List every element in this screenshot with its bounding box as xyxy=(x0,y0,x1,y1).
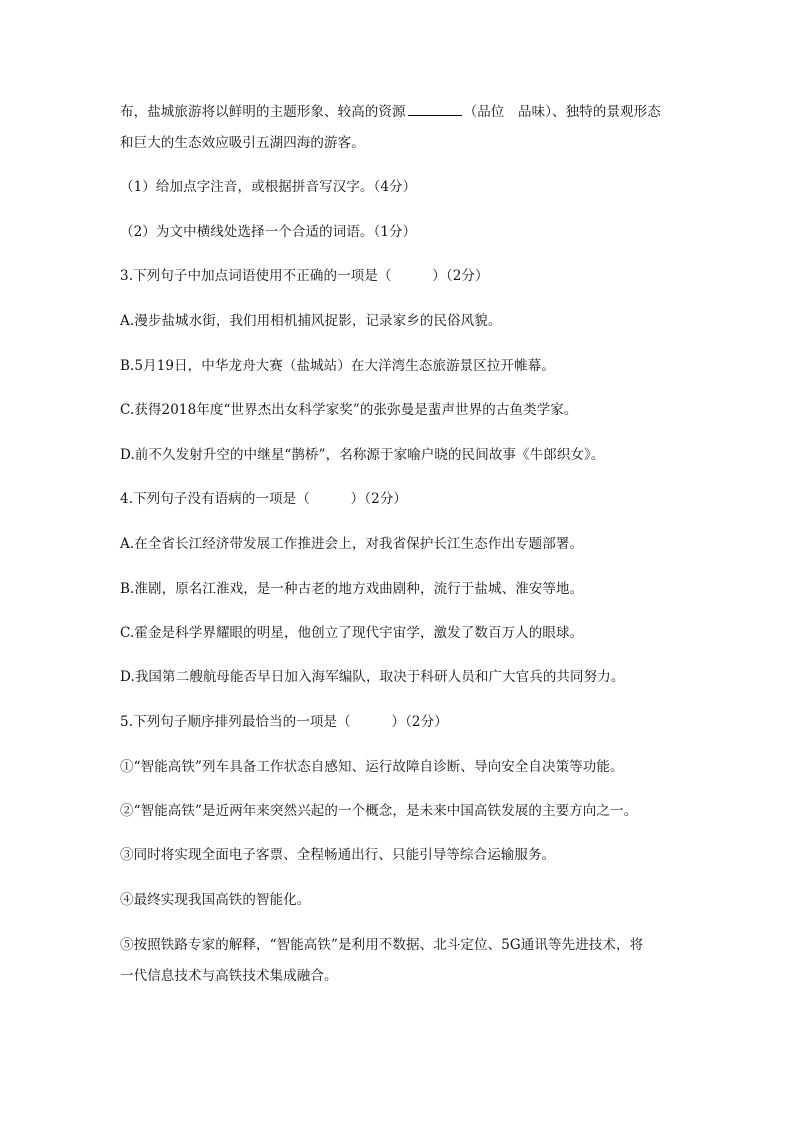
q5-stem: 5.下列句子顺序排列最恰当的一项是（ ）（2分） xyxy=(120,714,448,730)
q3-option-d: D.前不久发射升空的中继星“鹊桥”，名称源于家喻户晓的民间故事《牛郎织女》。 xyxy=(120,447,605,463)
passage-text-after-blank: （品位 品味）、独特的景观形态 xyxy=(463,104,661,120)
q4-option-d: D.我国第二艘航母能否早日加入海军编队，取决于科研人员和广大官兵的共同努力。 xyxy=(120,669,625,685)
q3-option-a: A.漫步盐城水街，我们用相机捕风捉影，记录家乡的民俗风貌。 xyxy=(120,313,502,329)
q3-stem: 3.下列句子中加点词语使用不正确的一项是（ ）（2分） xyxy=(120,268,489,284)
q2-sub1: （1）给加点字注音，或根据拼音写汉字。（4分） xyxy=(120,179,417,195)
passage-line-1 xyxy=(120,103,690,121)
q5-sentence-5-line-2: 一代信息技术与高铁技术集成融合。 xyxy=(120,968,338,984)
q5-sentence-3: ③同时将实现全面电子客票、全程畅通出行、只能引导等综合运输服务。 xyxy=(120,847,556,863)
q2-sub2: （2）为文中横线处选择一个合适的词语。（1分） xyxy=(120,224,417,240)
q4-option-c: C.霍金是科学界耀眼的明星，他创立了现代宇宙学，激发了数百万人的眼球。 xyxy=(120,625,584,641)
q3-option-b: B.5月19日，中华龙舟大赛（盐城站）在大洋湾生态旅游景区拉开帷幕。 xyxy=(120,358,555,374)
passage-text-before-blank: 布，盐城旅游将以鲜明的主题形象、较高的资源 xyxy=(120,104,406,120)
q3-option-c: C.获得2018年度“世界杰出女科学家奖”的张弥曼是蜚声世界的古鱼类学家。 xyxy=(120,402,578,418)
q5-sentence-1: ①“智能高铁”列车具备工作状态自感知、运行故障自诊断、导向安全自决策等功能。 xyxy=(120,759,624,775)
q4-option-a: A.在全省长江经济带发展工作推进会上，对我省保护长江生态作出专题部署。 xyxy=(120,536,584,552)
passage-line-2: 和巨大的生态效应吸引五湖四海的游客。 xyxy=(120,135,365,151)
q4-option-b: B.淮剧，原名江淮戏，是一种古老的地方戏曲剧种，流行于盐城、淮安等地。 xyxy=(120,581,584,597)
q5-sentence-2: ②“智能高铁”是近两年来突然兴起的一个概念，是未来中国高铁发展的主要方向之一。 xyxy=(120,803,638,819)
q5-sentence-4: ④最终实现我国高铁的智能化。 xyxy=(120,892,311,908)
answer-blank[interactable] xyxy=(408,103,462,116)
q5-sentence-5-line-1: ⑤按照铁路专家的解释，“智能高铁”是利用不数据、北斗定位、5G通讯等先进技术，将 xyxy=(120,937,644,953)
q4-stem: 4.下列句子没有语病的一项是（ ）（2分） xyxy=(120,491,408,507)
